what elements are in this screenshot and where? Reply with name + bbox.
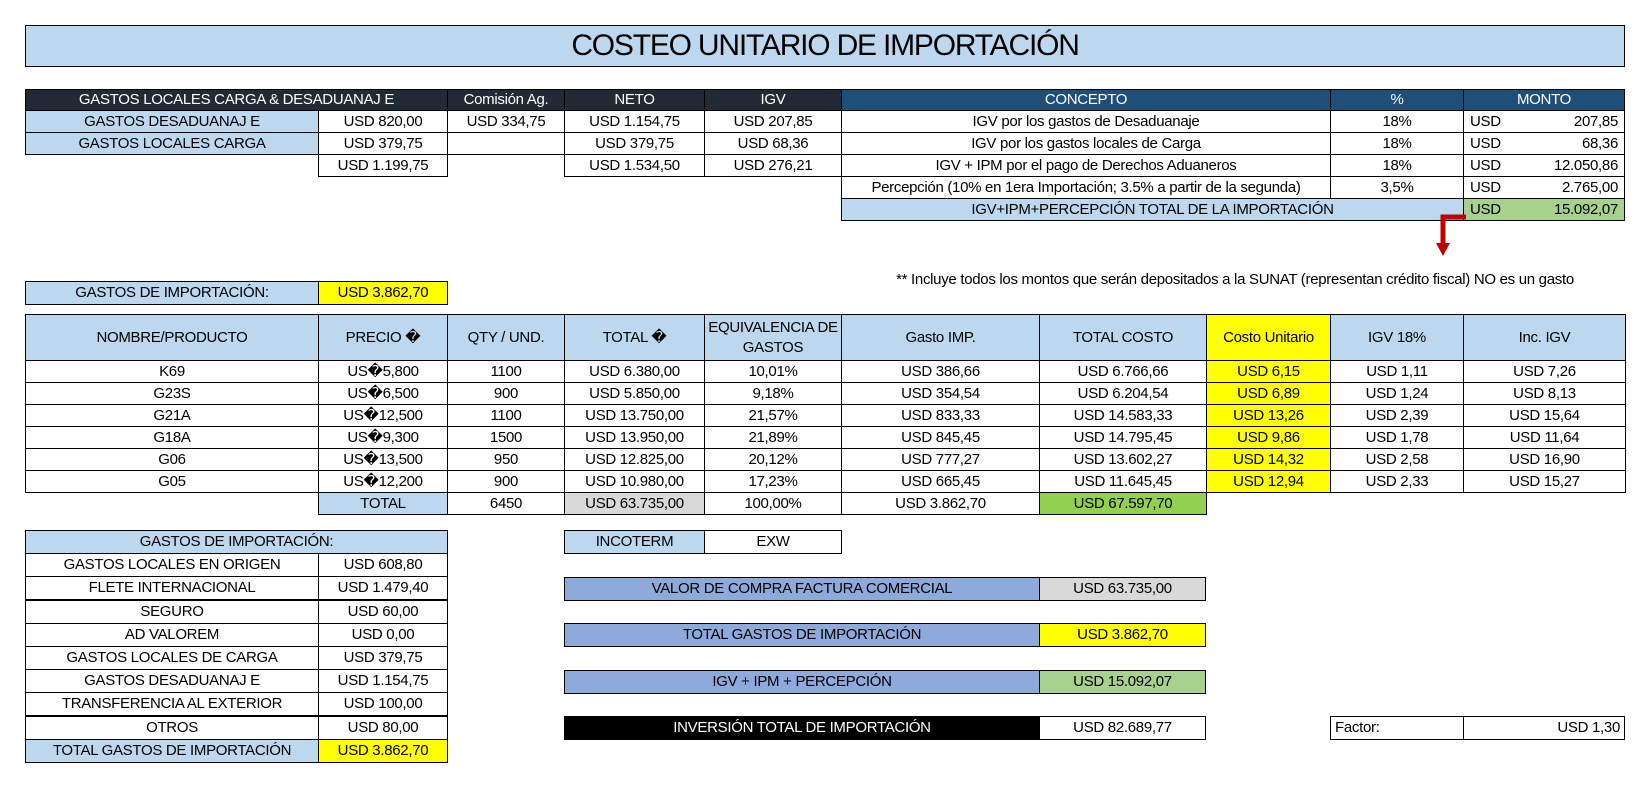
cell-total: USD 5.850,00 xyxy=(564,382,705,405)
local-header-neto: NETO xyxy=(564,89,705,111)
concept-row-label: IGV + IPM por el pago de Derechos Aduaneros xyxy=(841,154,1331,177)
currency-label: USD xyxy=(1470,178,1501,196)
cell-total-costo: USD 6.204,54 xyxy=(1039,382,1207,405)
header-total-costo: TOTAL COSTO xyxy=(1039,314,1207,361)
concept-header-pct: % xyxy=(1330,89,1464,111)
local-total-value: USD 1.199,75 xyxy=(318,154,448,177)
cell-igv: USD 1,78 xyxy=(1330,426,1464,449)
cell-qty: 1100 xyxy=(447,404,565,427)
total-sum: USD 63.735,00 xyxy=(564,492,705,515)
cell-igv: USD 1,24 xyxy=(1330,382,1464,405)
cell-total-costo: USD 6.766,66 xyxy=(1039,360,1207,383)
header-inc-igv: Inc. IGV xyxy=(1463,314,1626,361)
cell-qty: 900 xyxy=(447,470,565,493)
sunat-note: ** Incluye todos los montos que serán depositados a la SUNAT (representan crédito fiscal) NO es un gasto xyxy=(896,270,1574,288)
total-qty: 6450 xyxy=(447,492,565,515)
cell-product-name: K69 xyxy=(25,360,319,383)
local-row-igv: USD 207,85 xyxy=(704,110,842,133)
header-precio: PRECIO � xyxy=(318,314,448,361)
breakdown-value: USD 80,00 xyxy=(318,716,448,740)
concept-row-pct: 18% xyxy=(1330,132,1464,155)
local-row-value: USD 379,75 xyxy=(318,132,448,155)
local-row-label: GASTOS LOCALES CARGA xyxy=(25,132,319,155)
amount-value: 2.765,00 xyxy=(1562,178,1618,196)
cell-precio: US�9,300 xyxy=(318,426,448,449)
cell-precio: US�13,500 xyxy=(318,448,448,471)
factor-label: Factor: xyxy=(1330,716,1464,740)
cell-product-name: G18A xyxy=(25,426,319,449)
cell-product-name: G06 xyxy=(25,448,319,471)
breakdown-label: GASTOS LOCALES EN ORIGEN xyxy=(25,553,319,577)
concept-header: CONCEPTO xyxy=(841,89,1331,111)
inversion-value: USD 82.689,77 xyxy=(1039,716,1206,740)
cell-precio: US�6,500 xyxy=(318,382,448,405)
cell-precio: US�12,200 xyxy=(318,470,448,493)
local-total-igv: USD 276,21 xyxy=(704,154,842,177)
breakdown-label: OTROS xyxy=(25,716,319,740)
cell-gasto-imp: USD 665,45 xyxy=(841,470,1040,493)
cell-igv: USD 2,33 xyxy=(1330,470,1464,493)
cell-product-name: G05 xyxy=(25,470,319,493)
igv-value: USD 15.092,07 xyxy=(1039,670,1206,694)
cell-equivalencia: 9,18% xyxy=(704,382,842,405)
cell-equivalencia: 17,23% xyxy=(704,470,842,493)
breakdown-value: USD 379,75 xyxy=(318,646,448,670)
cell-product-name: G23S xyxy=(25,382,319,405)
breakdown-value: USD 100,00 xyxy=(318,692,448,716)
breakdown-label: FLETE INTERNACIONAL xyxy=(25,576,319,600)
cell-equivalencia: 21,57% xyxy=(704,404,842,427)
breakdown-title: GASTOS DE IMPORTACIÓN: xyxy=(25,530,448,554)
cell-gasto-imp: USD 354,54 xyxy=(841,382,1040,405)
gastos-import-value: USD 3.862,70 xyxy=(318,281,448,305)
local-header-comision: Comisión Ag. xyxy=(447,89,565,111)
factura-label: VALOR DE COMPRA FACTURA COMERCIAL xyxy=(564,577,1040,601)
breakdown-value: USD 608,80 xyxy=(318,553,448,577)
cell-qty: 1500 xyxy=(447,426,565,449)
total-label: TOTAL xyxy=(318,492,448,515)
header-gasto-imp: Gasto IMP. xyxy=(841,314,1040,361)
gastos-import-label: GASTOS DE IMPORTACIÓN: xyxy=(25,281,319,305)
cell-total-costo: USD 14.583,33 xyxy=(1039,404,1207,427)
cell-total: USD 6.380,00 xyxy=(564,360,705,383)
cell-total: USD 12.825,00 xyxy=(564,448,705,471)
cell-qty: 900 xyxy=(447,382,565,405)
breakdown-total-value: USD 3.862,70 xyxy=(318,739,448,763)
header-product-name: NOMBRE/PRODUCTO xyxy=(25,314,319,361)
local-row-comision xyxy=(447,132,565,155)
local-row-comision: USD 334,75 xyxy=(447,110,565,133)
factor-value: USD 1,30 xyxy=(1463,716,1625,740)
amount-value: 207,85 xyxy=(1573,112,1618,130)
cell-costo-unitario: USD 12,94 xyxy=(1206,470,1331,493)
cell-gasto-imp: USD 845,45 xyxy=(841,426,1040,449)
breakdown-label: TRANSFERENCIA AL EXTERIOR xyxy=(25,692,319,716)
breakdown-label: AD VALOREM xyxy=(25,623,319,647)
concept-total-label: IGV+IPM+PERCEPCIÓN TOTAL DE LA IMPORTACIÓN xyxy=(841,198,1464,221)
currency-label: USD xyxy=(1470,134,1501,152)
concept-row-monto xyxy=(1463,154,1625,177)
breakdown-total-label: TOTAL GASTOS DE IMPORTACIÓN xyxy=(25,739,319,763)
cell-product-name: G21A xyxy=(25,404,319,427)
header-total: TOTAL � xyxy=(564,314,705,361)
cell-igv: USD 1,11 xyxy=(1330,360,1464,383)
cell-qty: 950 xyxy=(447,448,565,471)
cell-igv: USD 2,39 xyxy=(1330,404,1464,427)
total-gastos-value: USD 3.862,70 xyxy=(1039,623,1206,647)
cell-total: USD 13.950,00 xyxy=(564,426,705,449)
concept-row-monto xyxy=(1463,132,1625,155)
header-costo-unitario: Costo Unitario xyxy=(1206,314,1331,361)
breakdown-value: USD 0,00 xyxy=(318,623,448,647)
cell-equivalencia: 20,12% xyxy=(704,448,842,471)
currency-label: USD xyxy=(1470,112,1501,130)
local-row-neto: USD 1.154,75 xyxy=(564,110,705,133)
local-row-label: GASTOS DESADUANAJ E xyxy=(25,110,319,133)
cell-costo-unitario: USD 6,89 xyxy=(1206,382,1331,405)
concept-row-pct: 3,5% xyxy=(1330,176,1464,199)
amount-value: 15.092,07 xyxy=(1553,200,1618,218)
currency-label: USD xyxy=(1470,156,1501,174)
cell-precio: US�12,500 xyxy=(318,404,448,427)
concept-row-label: IGV por los gastos locales de Carga xyxy=(841,132,1331,155)
cell-igv: USD 2,58 xyxy=(1330,448,1464,471)
cell-total-costo: USD 13.602,27 xyxy=(1039,448,1207,471)
breakdown-label: SEGURO xyxy=(25,600,319,624)
breakdown-label: GASTOS DESADUANAJ E xyxy=(25,669,319,693)
factura-value: USD 63.735,00 xyxy=(1039,577,1206,601)
cell-total-costo: USD 14.795,45 xyxy=(1039,426,1207,449)
cell-gasto-imp: USD 777,27 xyxy=(841,448,1040,471)
incoterm-label: INCOTERM xyxy=(564,530,705,554)
cell-gasto-imp: USD 386,66 xyxy=(841,360,1040,383)
incoterm-value: EXW xyxy=(704,530,842,554)
inversion-label: INVERSIÓN TOTAL DE IMPORTACIÓN xyxy=(564,716,1040,740)
local-header-concept: GASTOS LOCALES CARGA & DESADUANAJ E xyxy=(25,89,448,111)
cell-total-costo: USD 11.645,45 xyxy=(1039,470,1207,493)
concept-row-monto xyxy=(1463,176,1625,199)
red-arrow-icon xyxy=(1432,214,1468,258)
cell-total: USD 13.750,00 xyxy=(564,404,705,427)
amount-value: 12.050,86 xyxy=(1553,156,1618,174)
cell-inc-igv: USD 7,26 xyxy=(1463,360,1626,383)
cell-equivalencia: 21,89% xyxy=(704,426,842,449)
igv-label: IGV + IPM + PERCEPCIÓN xyxy=(564,670,1040,694)
concept-total-monto xyxy=(1463,198,1625,221)
cell-equivalencia: 10,01% xyxy=(704,360,842,383)
breakdown-value: USD 1.479,40 xyxy=(318,576,448,600)
cell-inc-igv: USD 16,90 xyxy=(1463,448,1626,471)
cell-inc-igv: USD 8,13 xyxy=(1463,382,1626,405)
breakdown-value: USD 1.154,75 xyxy=(318,669,448,693)
concept-row-label: IGV por los gastos de Desaduanaje xyxy=(841,110,1331,133)
total-gastos-label: TOTAL GASTOS DE IMPORTACIÓN xyxy=(564,623,1040,647)
cell-costo-unitario: USD 13,26 xyxy=(1206,404,1331,427)
local-row-neto: USD 379,75 xyxy=(564,132,705,155)
local-row-value: USD 820,00 xyxy=(318,110,448,133)
cell-gasto-imp: USD 833,33 xyxy=(841,404,1040,427)
concept-row-monto xyxy=(1463,110,1625,133)
concept-row-label: Percepción (10% en 1era Importación; 3.5% a partir de la segunda) xyxy=(841,176,1331,199)
local-row-igv: USD 68,36 xyxy=(704,132,842,155)
amount-value: 68,36 xyxy=(1581,134,1618,152)
total-gasto: USD 3.862,70 xyxy=(841,492,1040,515)
total-costo: USD 67.597,70 xyxy=(1039,492,1207,515)
concept-header-monto: MONTO xyxy=(1463,89,1625,111)
currency-label: USD xyxy=(1470,200,1501,218)
breakdown-value: USD 60,00 xyxy=(318,600,448,624)
cell-costo-unitario: USD 6,15 xyxy=(1206,360,1331,383)
breakdown-label: GASTOS LOCALES DE CARGA xyxy=(25,646,319,670)
local-total-neto: USD 1.534,50 xyxy=(564,154,705,177)
page-title: COSTEO UNITARIO DE IMPORTACIÓN xyxy=(25,25,1625,67)
header-qty: QTY / UND. xyxy=(447,314,565,361)
concept-row-pct: 18% xyxy=(1330,154,1464,177)
cell-costo-unitario: USD 14,32 xyxy=(1206,448,1331,471)
cell-costo-unitario: USD 9,86 xyxy=(1206,426,1331,449)
cell-total: USD 10.980,00 xyxy=(564,470,705,493)
cell-precio: US�5,800 xyxy=(318,360,448,383)
header-igv: IGV 18% xyxy=(1330,314,1464,361)
total-equiv: 100,00% xyxy=(704,492,842,515)
cell-inc-igv: USD 15,64 xyxy=(1463,404,1626,427)
header-equivalencia: EQUIVALENCIA DE GASTOS xyxy=(704,314,842,361)
cell-inc-igv: USD 15,27 xyxy=(1463,470,1626,493)
cell-qty: 1100 xyxy=(447,360,565,383)
concept-row-pct: 18% xyxy=(1330,110,1464,133)
local-header-igv: IGV xyxy=(704,89,842,111)
cell-inc-igv: USD 11,64 xyxy=(1463,426,1626,449)
